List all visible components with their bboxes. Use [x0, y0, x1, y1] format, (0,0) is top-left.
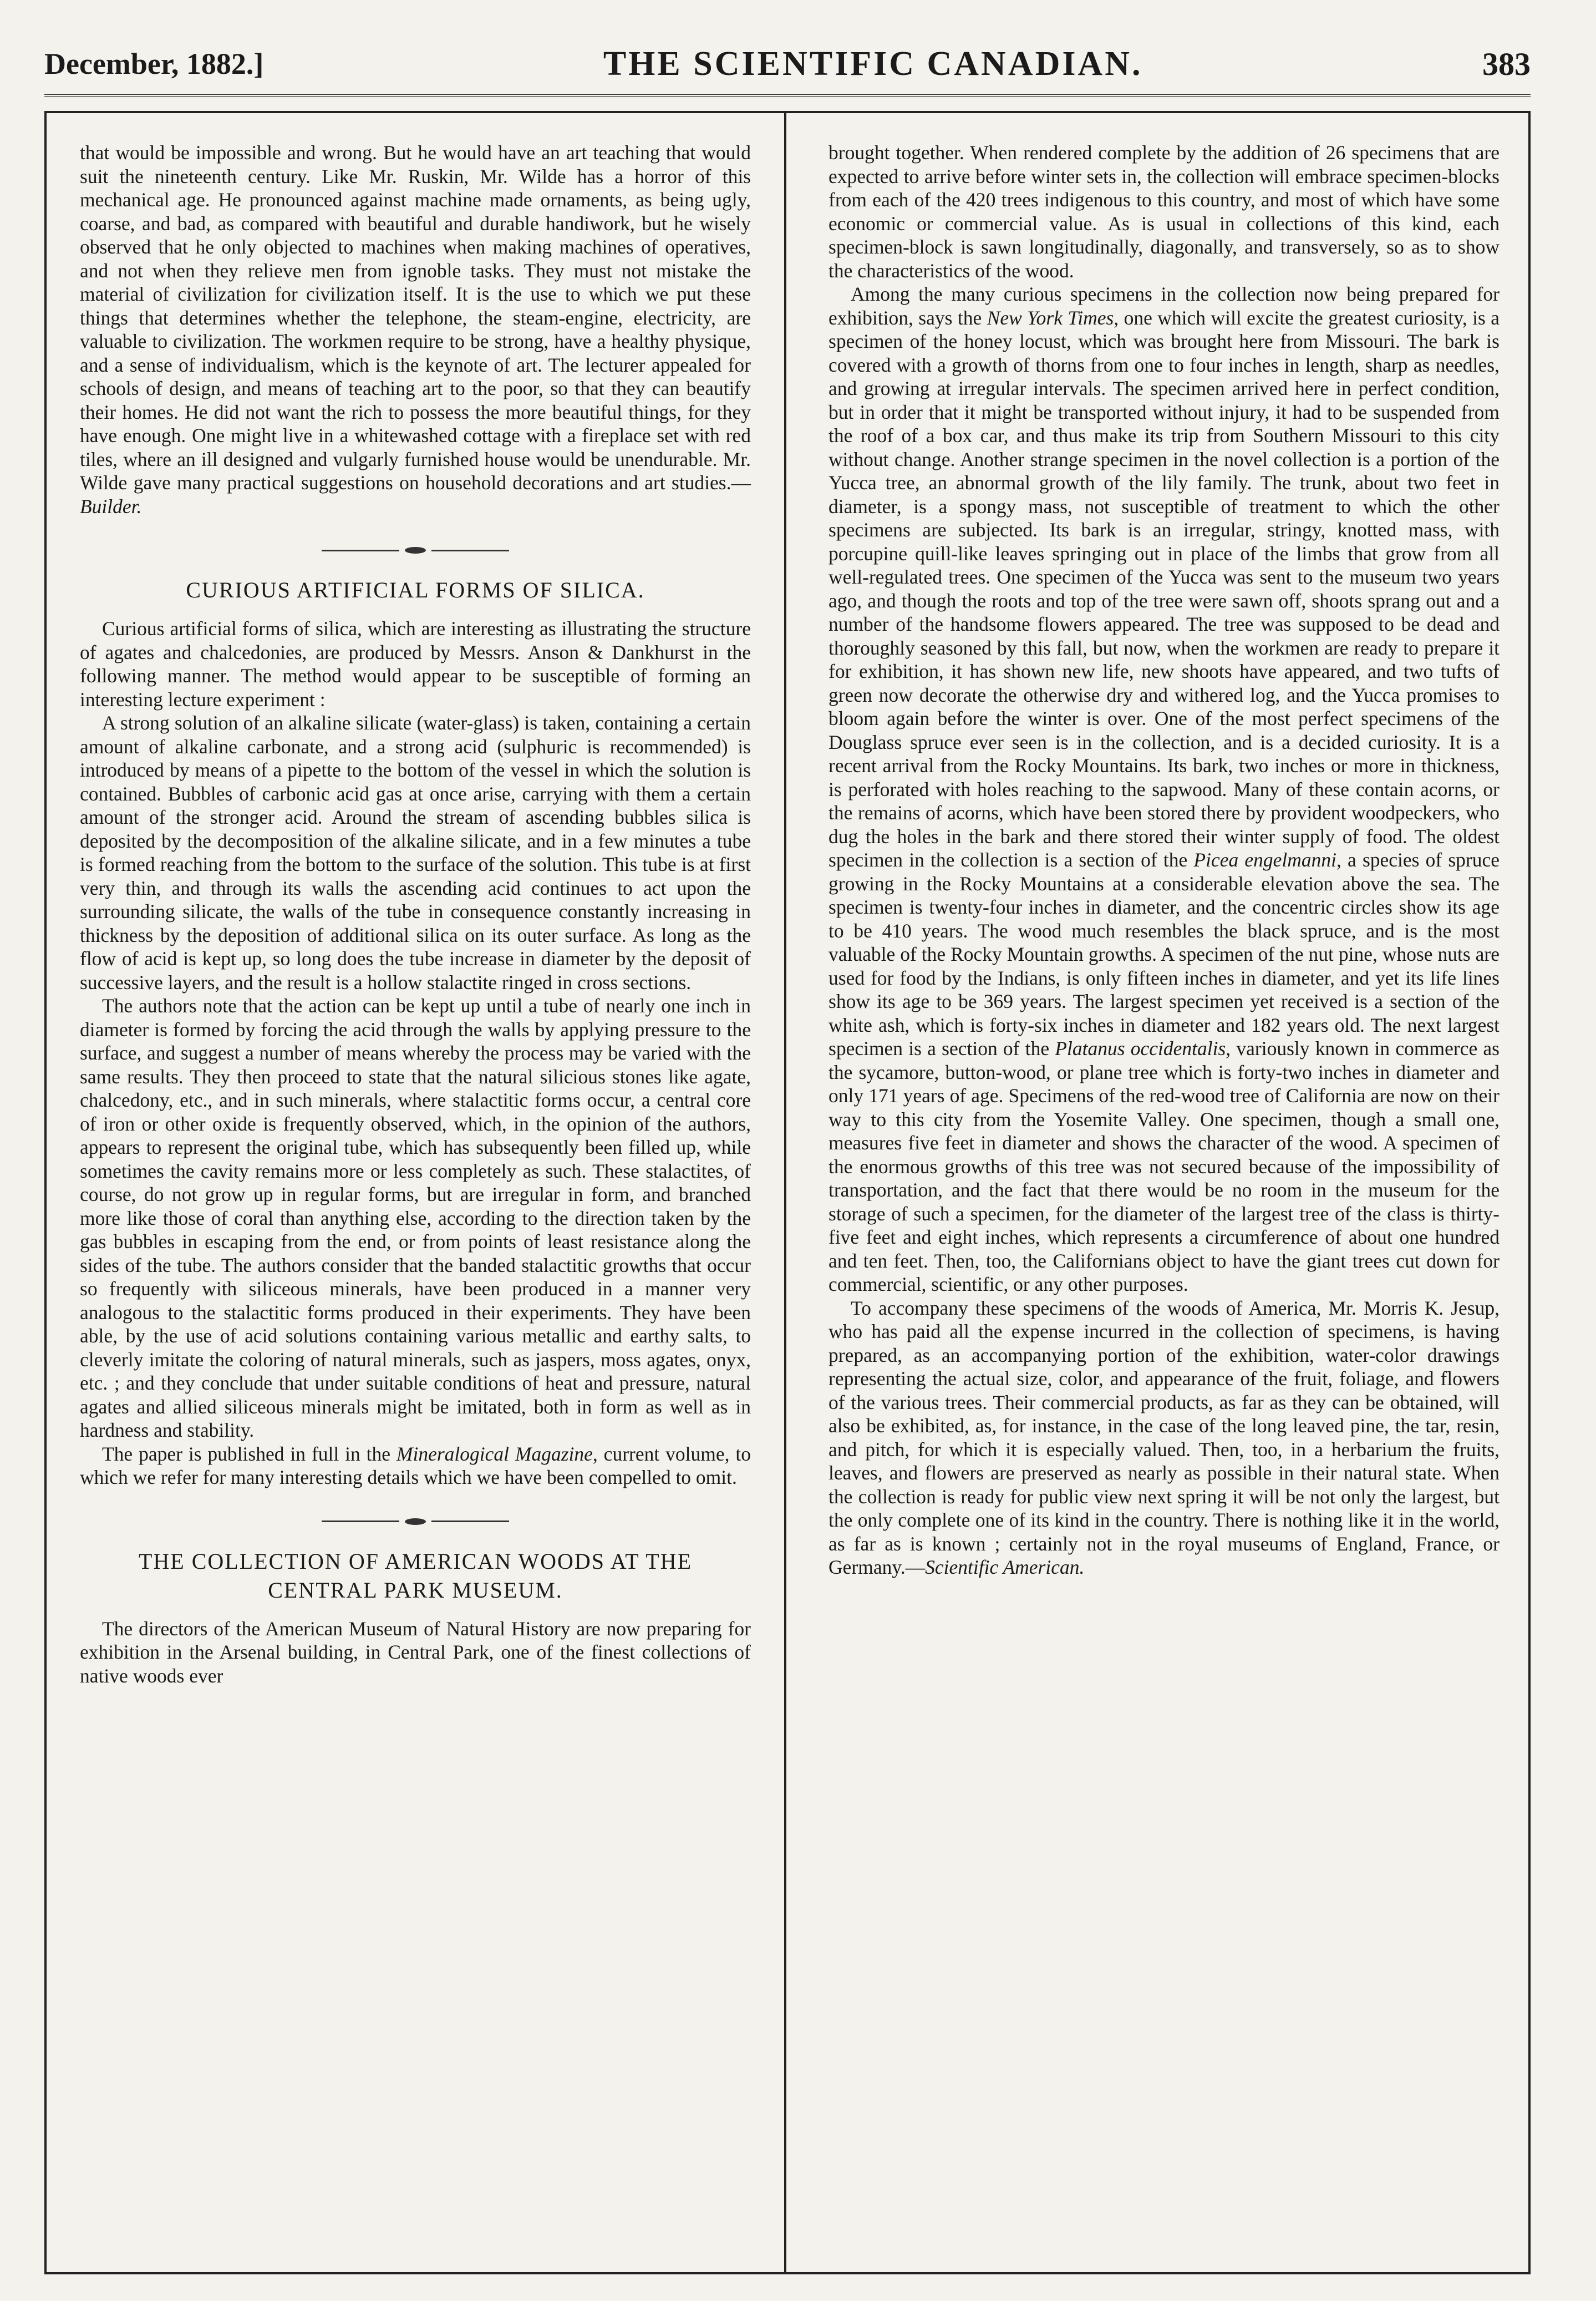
article-title-woods: THE COLLECTION OF AMERICAN WOODS AT THE CENTRAL PARK MUSEUM.: [138, 1548, 693, 1603]
page-header: [44, 33, 1531, 97]
article-divider: [80, 1518, 751, 1525]
source-citation: Scientific American.: [925, 1556, 1085, 1578]
journal-name: Mineralogical Magazine: [396, 1442, 593, 1465]
silica-paragraph-4: The paper is published in full in the Mineralogical Magazine, current volume, to which we refer for many interesting details which we have been compelled to omit.: [80, 1442, 751, 1488]
article-title-silica: CURIOUS ARTIFICIAL FORMS OF SILICA.: [186, 577, 645, 602]
woods-paragraph-2: Among the many curious specimens in the collection now being prepared for exhibition, says the New York Times, one which will excite the greatest curiosity, is a specimen of the honey locust, which was brought here from Missouri. The bark is covered with a growth of thorns from one to four inches in length, sharp as needles, and growing at irregular intervals. The specimen arrived here in perfect condition, but in order that it might be transported without injury, it had to be suspended from the roof of a box car, and thus make its trip from Southern Missouri to this city without change. Another strange specimen in the novel collection is a portion of the Yucca tree, an abnormal growth of the lily family. The trunk, about two feet in diameter, is a spongy mass, not susceptible of treatment to which the other specimens are subjected. Its bark is an irregular, stringy, knotted mass, with porcupine quill-like leaves springing out in place of the limbs that grow from all well-regulated trees. One specimen of the Yucca was sent to the museum two years ago, and though the roots and top of the tree were sawn off, shoots sprang out and a number of the handsome flowers appeared. The tree was supposed to be dead and thoroughly seasoned by this fall, but now, when the workmen are ready to prepare it for exhibition, it has shown new life, new shoots have appeared, and two tufts of green now decorate the otherwise dry and withered log, and the Yucca promises to bloom again before the winter is over. One of the most perfect specimens of the Douglass spruce ever seen is in the collection, and is a decided curiosity. It is a recent arrival from the Rocky Mountains. Its bark, two inches or more in thickness, is perforated with holes reaching to the sapwood. Many of these contain acorns, or the remains of acorns, which have been stored there by provident woodpeckers, who dug the holes in the bark and there stored their winter supply of food. The oldest specimen in the collection is a section of the Picea engelmanni, a species of spruce growing in the Rocky Mountains at a considerable elevation above the sea. The specimen is twenty-four inches in diameter, and the concentric circles show its age to be 410 years. The wood much resembles the black spruce, and is the most valuable of the Rocky Mountain growths. A specimen of the nut pine, whose nuts are used for food by the Indians, is only fifteen inches in diameter, and yet its life lines show its age to be 369 years. The largest specimen yet received is a section of the white ash, which is forty-six inches in diameter and 182 years old. The next largest specimen is a section of the Platanus occidentalis, variously known in commerce as the sycamore, button-wood, or plane tree which is forty-two inches in diameter and only 171 years of age. Specimens of the red-wood tree of California are now on their way to this city from the Yosemite Valley. One specimen, though a small one, measures five feet in diameter and shows the character of the wood. A specimen of the enormous growths of this tree was not secured because of the impossibility of transportation, and the fact that there would be no room in the museum for the storage of such a specimen, for the diameter of the largest tree of the class is thirty-five feet and eight inches, which represents a circumference of about one hundred and ten feet. Then, too, the Californians object to have the giant trees cut down for commercial, scientific, or any other purposes.: [829, 283, 1500, 1295]
content-frame: [44, 111, 1531, 2274]
issue-date: December, 1882.]: [44, 47, 264, 80]
woods-paragraph-1: The directors of the American Museum of Natural History are now preparing for exhibition in the Arsenal building, in Central Park, one of the finest collections of native woods ever: [80, 1617, 751, 1687]
silica-paragraph-2: A strong solution of an alkaline silicate (water-glass) is taken, containing a certain amount of alkaline carbonate, and a strong acid (sulphuric is recommended) is introduced by means of a pipette to the bottom of the vessel in which the solution is contained. Bubbles of carbonic acid gas at once arise, carrying with them a certain amount of the stronger acid. Around the stream of ascending bubbles silica is deposited by the decomposition of the alkaline silicate, and in a few minutes a tube is formed reaching from the bottom to the surface of the solution. This tube is at first very thin, and through its walls the ascending acid continues to act upon the surrounding silicate, the walls of the tube in consequence constantly increasing in thickness by the deposition of additional silica on its outer surface. As long as the flow of acid is kept up, so long does the tube increase in diameter by the deposit of successive layers, and the result is a hollow stalactite ringed in cross sections.: [80, 712, 751, 994]
continued-article-text: that would be impossible and wrong. But he would have an art teaching that would suit the nineteenth century. Like Mr. Ruskin, Mr. Wilde has a horror of this mechanical age. He pronounced against machine made ornaments, as being ugly, coarse, and bad, as compared with beautiful and durable handiwork, but he wisely observed that he only objected to machines when making machines of operatives, and not when they relieve men from ignoble tasks. They must not mistake the material of civilization for civilization itself. It is the use to which we put these things that determines whether the telephone, the steam-engine, electricity, are valuable to civilization. The workmen require to be strong, have a healthy physique, and a sense of individualism, which is the keynote of art. The lecturer appealed for schools of design, and means of teaching art to the poor, so that they can beautify their homes. He did not want the rich to possess the more beautiful things, for they have enough. One might live in a whitewashed cottage with a fireplace set with red tiles, where an ill designed and vulgarly furnished house would be unendurable. Mr. Wilde gave many practical suggestions on household decorations and art studies.—Builder.: [80, 141, 751, 518]
left-column: [80, 141, 751, 1687]
woods-paragraph-3: To accompany these specimens of the woods of America, Mr. Morris K. Jesup, who has paid all the expense incurred in the collection of specimens, is having prepared, as an accompanying portion of the exhibition, water-color drawings representing the actual size, color, and appearance of the fruit, foliage, and flowers of the various trees. Their commercial products, as far as they can be obtained, will also be exhibited, as, for instance, in the case of the long leaved pine, the tar, resin, and pitch, for which it is especially valued. Then, too, in a herbarium the fruits, leaves, and flowers are preserved as nearly as possible in their natural state. When the collection is ready for public view next spring it will be not only the largest, but the only complete one of its kind in the country. There is nothing like it in the world, as far as is known ; certainly not in the royal museums of England, France, or Germany.—Scientific American.: [829, 1296, 1500, 1578]
page-number: 383: [1482, 45, 1531, 82]
right-column: [829, 141, 1500, 1579]
article-divider: [80, 547, 751, 554]
publication-title: THE SCIENTIFIC CANADIAN.: [603, 44, 1143, 83]
column-divider: [784, 113, 786, 2272]
woods-paragraph-continued: brought together. When rendered complete by the addition of 26 specimens that are expected to arrive before winter sets in, the collection will embrace specimen-blocks from each of the 420 trees indigenous to this country, and most of which have some economic or commercial value. As is usual in collections of this kind, each specimen-block is sawn longitudinally, diagonally, and transversely, so as to show the characteristics of the wood.: [829, 141, 1500, 282]
silica-paragraph-1: Curious artificial forms of silica, which are interesting as illustrating the structure of agates and chalcedonies, are produced by Messrs. Anson & Dankhurst in the following manner. The method would appear to be susceptible of forming an interesting lecture experiment :: [80, 617, 751, 711]
silica-paragraph-3: The authors note that the action can be kept up until a tube of nearly one inch in diameter is formed by forcing the acid through the walls by applying pressure to the surface, and suggest a number of means whereby the process may be varied with the same results. They then proceed to state that the natural silicious stones like agate, chalcedony, etc., and in such minerals, where stalactitic forms occur, a central core of iron or other oxide is frequently observed, which, in the opinion of the authors, appears to represent the original tube, which has subsequently been filled up, while sometimes the cavity remains more or less completely as such. These stalactites, of course, do not grow up in regular forms, but are irregular in form, and branched more like those of coral than anything else, according to the direction taken by the gas bubbles in escaping from the end, or from points of least resistance along the sides of the tube. The authors consider that the banded stalactitic growths that occur so frequently with siliceous minerals, have been produced in a manner very analogous to the stalactitic forms produced in their experiments. They have been able, by the use of acid solutions containing various metallic and earthy salts, to cleverly imitate the coloring of natural minerals, such as jaspers, moss agates, onyx, etc. ; and they conclude that under suitable conditions of heat and pressure, natural agates and allied siliceous minerals might be imitated, both in form as well as in hardness and stability.: [80, 995, 751, 1441]
source-citation: Builder.: [80, 495, 142, 518]
